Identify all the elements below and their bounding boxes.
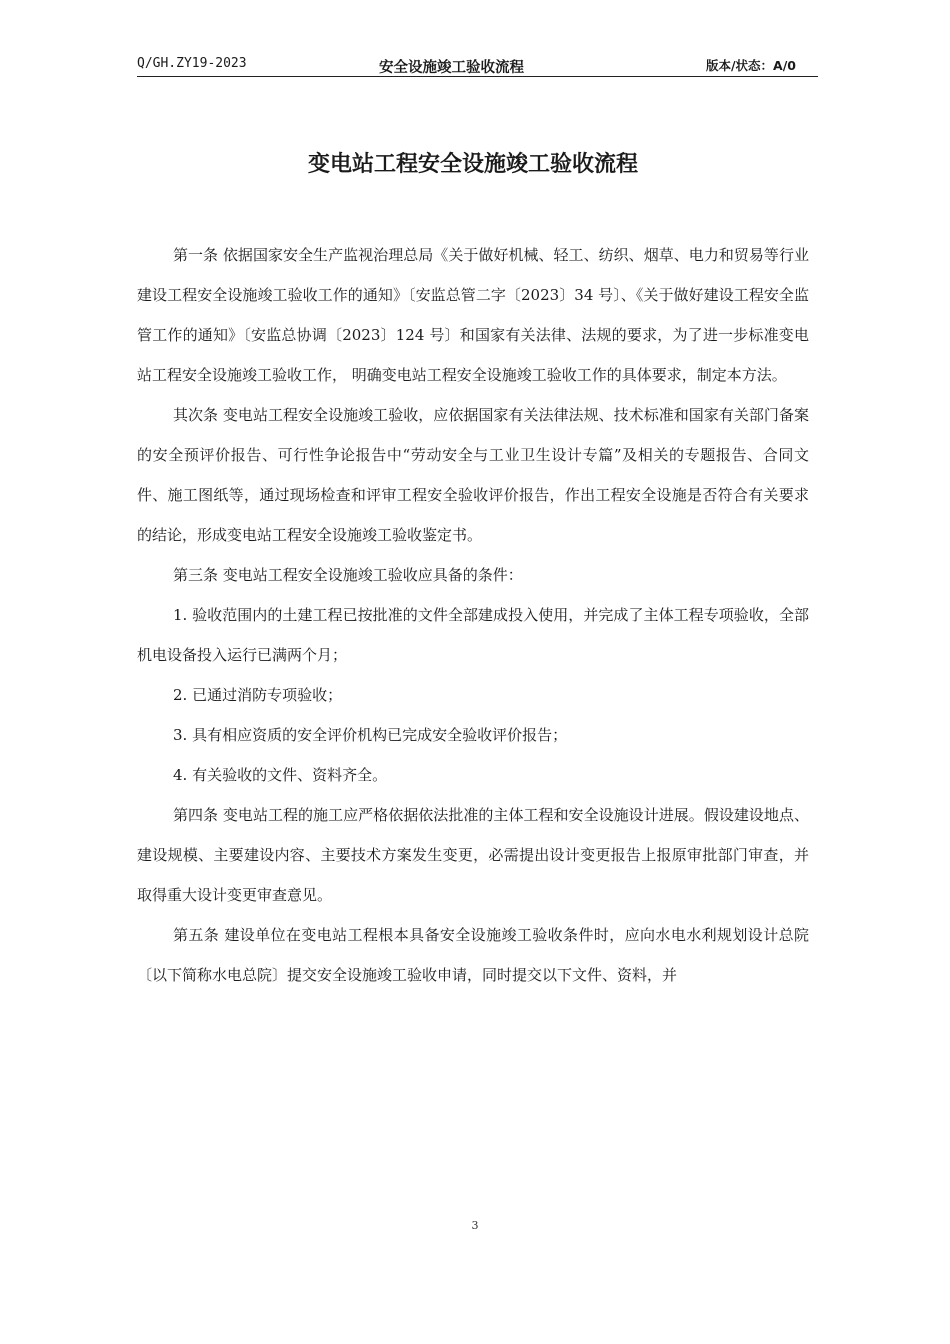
- version-status: 版本/状态：A/0: [705, 58, 796, 73]
- doc-code: Q/GH.ZY19-2023: [137, 56, 247, 71]
- paragraph-article-2: 其次条 变电站工程安全设施竣工验收，应依据国家有关法律法规、技术标准和国家有关部门备案的安全预评价报告、可行性争论报告中“劳动安全与工业卫生设计专篇”及相关的专题报告、合同文件、施工图纸等，通过现场检查和评审工程安全验收评价报告，作出工程安全设施是否符合有关要求的结论，形成变电站工程安全设施竣工验收鉴定书。: [137, 406, 809, 544]
- list-item-condition-2: 2. 已通过消防专项验收；: [173, 686, 343, 704]
- list-item-condition-3: 3. 具有相应资质的安全评价机构已完成安全验收评价报告；: [173, 726, 568, 744]
- page-header: [137, 54, 818, 77]
- document-title: 变电站工程安全设施竣工验收流程: [307, 152, 638, 177]
- list-item-condition-4: 4. 有关验收的文件、资料齐全。: [173, 766, 388, 784]
- paragraph-article-3: 第三条 变电站工程安全设施竣工验收应具备的条件：: [173, 566, 523, 584]
- document-body: [137, 235, 809, 995]
- paragraph-article-4: 第四条 变电站工程的施工应严格依据依法批准的主体工程和安全设施设计进展。假设建设地点、建设规模、主要建设内容、主要技术方案发生变更，必需提出设计变更报告上报原审批部门审查，并取得重大设计变更审查意见。: [137, 806, 809, 904]
- paragraph-article-5: 第五条 建设单位在变电站工程根本具备安全设施竣工验收条件时，应向水电水利规划设计总院〔以下简称水电总院〕提交安全设施竣工验收申请，同时提交以下文件、资料，并: [137, 926, 809, 984]
- header-doc-title: 安全设施竣工验收流程: [379, 60, 524, 76]
- paragraph-article-1: 第一条 依据国家安全生产监视治理总局《关于做好机械、轻工、纺织、烟草、电力和贸易等行业建设工程安全设施竣工验收工作的通知》〔安监总管二字〔2023〕34 号〕、《关于做好建设工程安全监管工作的通知》〔安监总协调〔2023〕124 号〕和国家有关法律、法规的要求，为了进一步标准变电站工程安全设施竣工验收工作， 明确变电站工程安全设施竣工验收工作的具体要求，制定本方法。: [137, 246, 809, 384]
- page-number: 3: [471, 1219, 479, 1232]
- list-item-condition-1: 1. 验收范围内的土建工程已按批准的文件全部建成投入使用，并完成了主体工程专项验收，全部机电设备投入运行已满两个月；: [137, 606, 809, 664]
